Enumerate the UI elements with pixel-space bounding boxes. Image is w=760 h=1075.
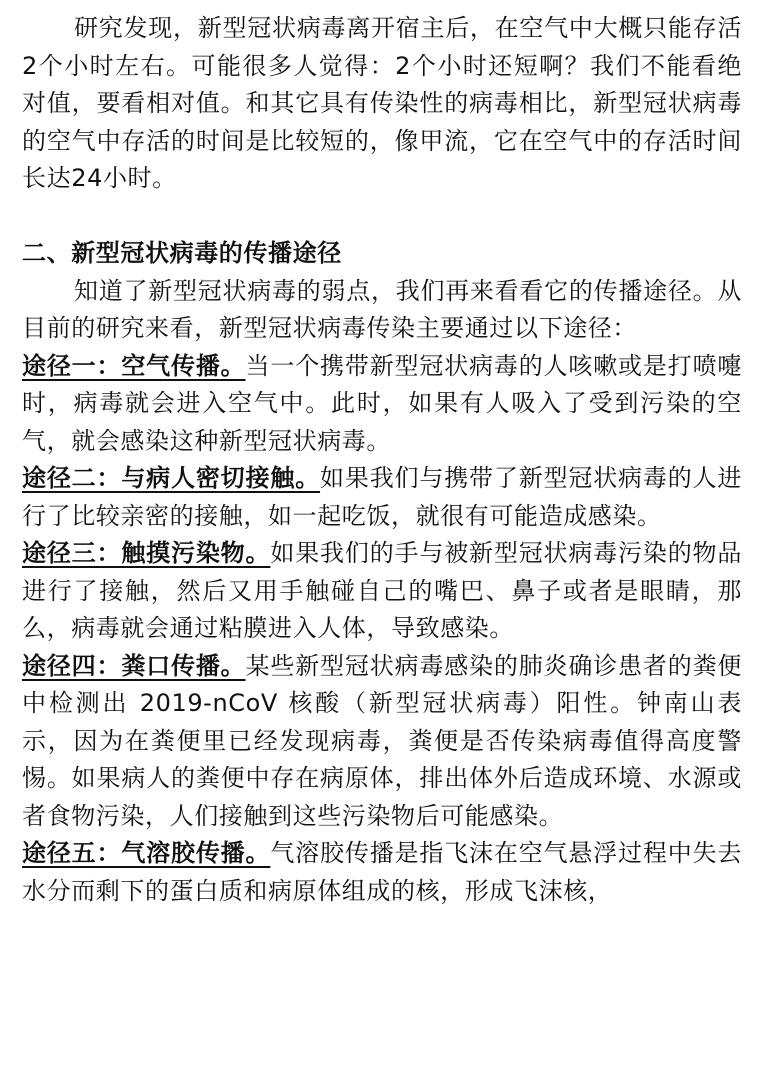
route-paragraph-5 xyxy=(22,835,742,910)
section-intro-paragraph: 知道了新型冠状病毒的弱点，我们再来看看它的传播途径。从目前的研究来看，新型冠状病毒传染主要通过以下途径： xyxy=(22,276,742,342)
route-paragraph-2 xyxy=(22,460,742,535)
route-title-3: 途径三：触摸污染物。 xyxy=(22,539,271,567)
route-text-3: 如果我们的手与被新型冠状病毒污染的物品进行了接触，然后又用手触碰自己的嘴巴、鼻子或者是眼睛，那么，病毒就会通过粘膜进入人体，导致感染。 xyxy=(22,539,742,642)
route-title-1: 途径一：空气传播。 xyxy=(22,351,246,380)
route-title-2: 途径二：与病人密切接触。 xyxy=(22,464,321,492)
document-page xyxy=(22,10,742,910)
section-heading: 二、新型冠状病毒的传播途径 xyxy=(22,239,342,267)
route-paragraph-4 xyxy=(22,648,742,836)
route-title-5: 途径五：气溶胶传播。 xyxy=(22,839,271,867)
route-text-1: 当一个携带新型冠状病毒的人咳嗽或是打喷嚏时，病毒就会进入空气中。此时，如果有人吸入了受到污染的空气，就会感染这种新型冠状病毒。 xyxy=(22,351,743,455)
route-text-4: 某些新型冠状病毒感染的肺炎确诊患者的粪便中检测出 2019-nCoV 核酸（新型冠状病毒）阳性。钟南山表示，因为在粪便里已经发现病毒，粪便是否传染病毒值得高度警惕。如果病人的粪便中存在病原体，排出体外后造成环境、水源或者食物污染，人们接触到这些污染物后可能感染。 xyxy=(22,651,743,830)
intro-paragraph: 研究发现，新型冠状病毒离开宿主后，在空气中大概只能存活2个小时左右。可能很多人觉得：2个小时还短啊？我们不能看绝对值，要看相对值。和其它具有传染性的病毒相比，新型冠状病毒的空气中存活的时间是比较短的，像甲流，它在空气中的存活时间长达24小时。 xyxy=(22,14,742,192)
route-text-5: 气溶胶传播是指飞沫在空气悬浮过程中失去水分而剩下的蛋白质和病原体组成的核，形成飞沫核， xyxy=(22,839,742,905)
route-paragraph-1 xyxy=(22,348,742,461)
route-paragraph-3 xyxy=(22,535,742,648)
blank-line xyxy=(22,198,742,236)
route-text-2: 如果我们与携带了新型冠状病毒的人进行了比较亲密的接触，如一起吃饭，就很有可能造成感染。 xyxy=(22,464,742,530)
route-title-4: 途径四：粪口传播。 xyxy=(22,651,246,680)
